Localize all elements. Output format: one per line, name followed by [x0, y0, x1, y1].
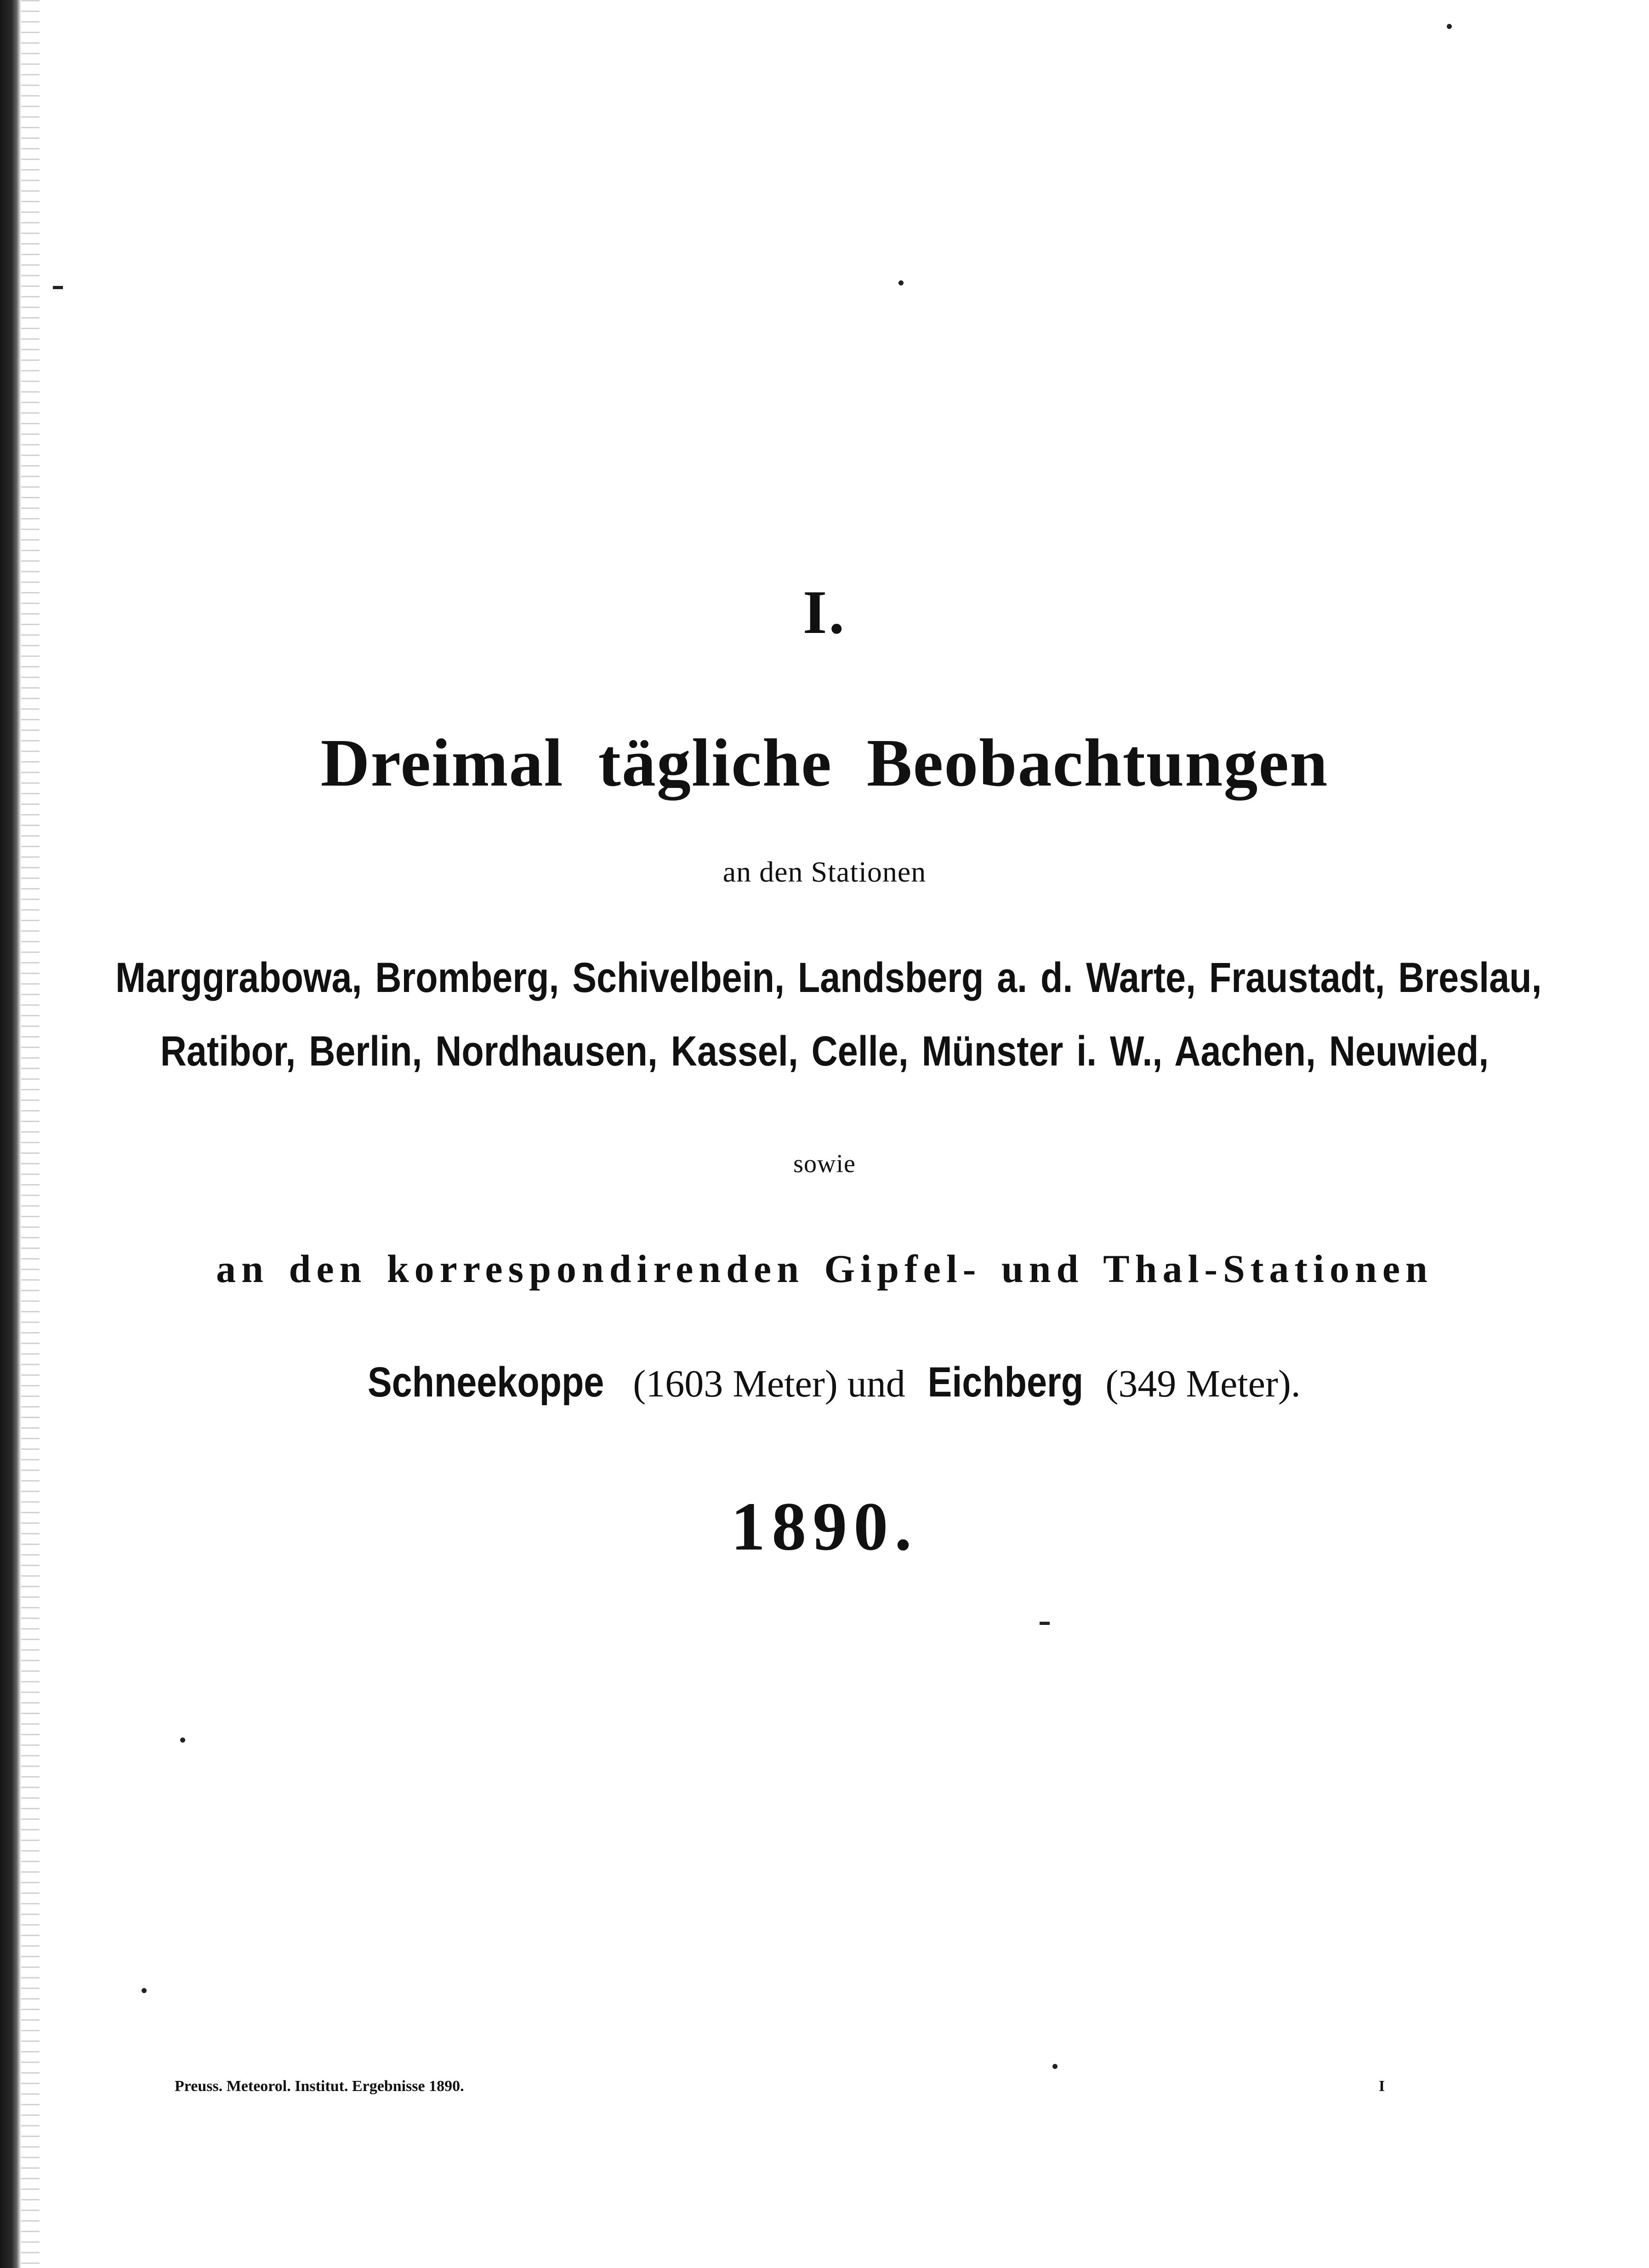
- footer-publisher: Preuss. Meteorol. Institut. Ergebnisse 1890.: [175, 2078, 464, 2095]
- scan-edge-speckle: [21, 0, 40, 2268]
- publication-year: 1890.: [731, 1488, 918, 1565]
- scan-speck: [180, 1738, 185, 1743]
- scan-speck: [1447, 24, 1452, 29]
- valley-station-name: Eichberg: [927, 1359, 1083, 1406]
- valley-station-height: (349 Meter).: [1105, 1362, 1301, 1405]
- peak-station-height: (1603 Meter): [633, 1362, 838, 1405]
- scan-speck: [53, 286, 63, 289]
- peak-valley-connector: und: [847, 1362, 905, 1405]
- intro-text: an den Stationen: [722, 855, 927, 888]
- peak-station-name: Schneekoppe: [367, 1359, 604, 1406]
- corresponding-stations-heading: an den korrespondirenden Gipfel- und Thal-Stationen: [216, 1247, 1433, 1291]
- page-title: Dreimal tägliche Beobachtungen: [320, 725, 1329, 801]
- scan-speck: [142, 1988, 147, 1993]
- scan-speck: [1040, 1622, 1050, 1625]
- conjunction-text: sowie: [793, 1150, 856, 1178]
- scan-speck: [1052, 2064, 1058, 2069]
- peak-valley-line: [0, 1358, 1649, 1407]
- footer-page-mark: I: [1379, 2078, 1385, 2095]
- part-number: I.: [802, 578, 847, 647]
- scan-edge-shadow: [0, 0, 21, 2268]
- scan-speck: [898, 280, 904, 285]
- stations-line-1: Marggrabowa, Bromberg, Schivelbein, Landsberg a. d. Warte, Fraustadt, Breslau,: [115, 954, 1542, 1001]
- stations-line-2: Ratibor, Berlin, Nordhausen, Kassel, Celle, Münster i. W., Aachen, Neuwied,: [160, 1028, 1489, 1075]
